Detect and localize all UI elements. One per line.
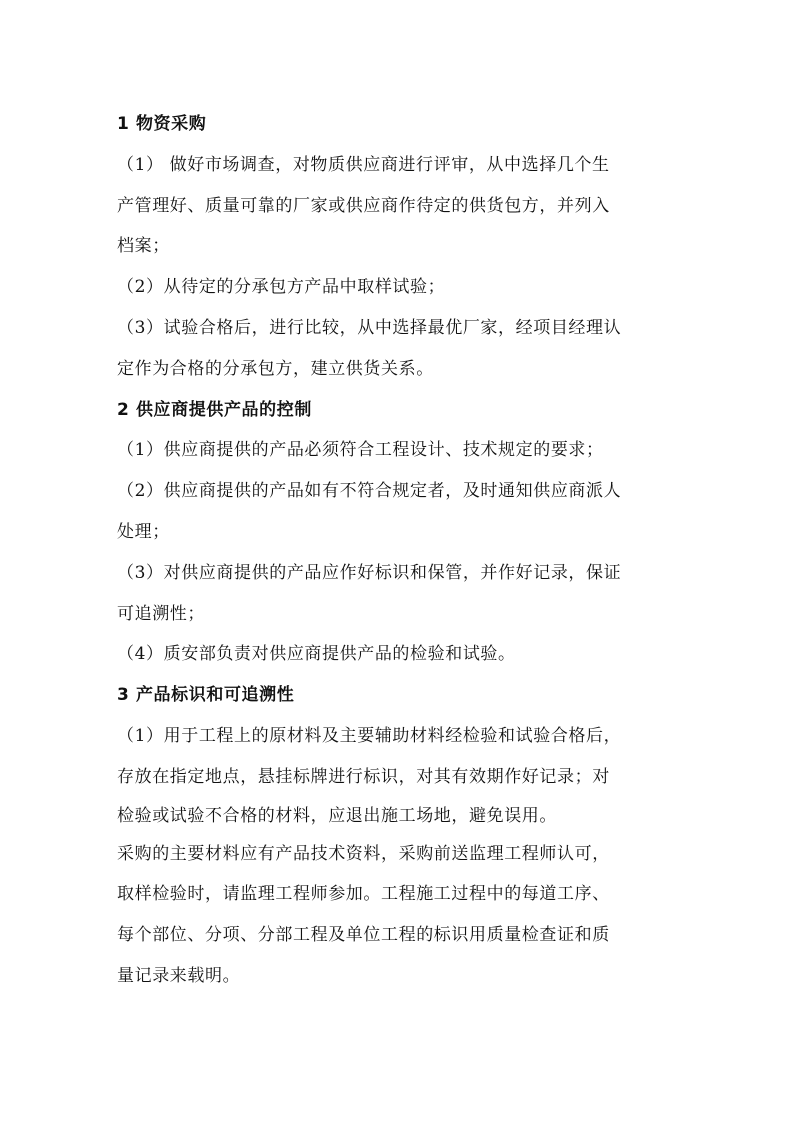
paragraph-line: 处理； <box>117 521 170 542</box>
paragraph-line: 产管理好、质量可靠的厂家或供应商作待定的供货包方，并列入 <box>117 195 610 216</box>
section-heading: 3 产品标识和可追溯性 <box>117 685 295 706</box>
paragraph-line: （1） 做好市场调查，对物质供应商进行评审，从中选择几个生 <box>117 154 610 175</box>
paragraph-line: 定作为合格的分承包方，建立供货关系。 <box>117 358 434 379</box>
paragraph-line: 检验或试验不合格的材料，应退出施工场地，避免误用。 <box>117 805 557 826</box>
paragraph-line: （1）用于工程上的原材料及主要辅助材料经检验和试验合格后， <box>117 725 622 746</box>
paragraph-line: 采购的主要材料应有产品技术资料，采购前送监理工程师认可， <box>117 843 610 864</box>
paragraph-line: 取样检验时，请监理工程师参加。工程施工过程中的每道工序、 <box>117 884 610 905</box>
paragraph-line: （2）供应商提供的产品如有不符合规定者，及时通知供应商派人 <box>117 481 622 502</box>
section-heading: 2 供应商提供产品的控制 <box>117 399 312 420</box>
document-page <box>117 104 687 997</box>
paragraph-line: 存放在指定地点，悬挂标牌进行标识，对其有效期作好记录；对 <box>117 766 610 787</box>
paragraph-line: 每个部位、分项、分部工程及单位工程的标识用质量检查证和质 <box>117 925 610 946</box>
paragraph-line: （4）质安部负责对供应商提供产品的检验和试验。 <box>117 644 516 665</box>
paragraph-line: （1）供应商提供的产品必须符合工程设计、技术规定的要求； <box>117 440 604 461</box>
paragraph-line: （3）试验合格后，进行比较，从中选择最优厂家，经项目经理认 <box>117 317 622 338</box>
paragraph-line: 量记录来载明。 <box>117 965 241 986</box>
paragraph-line: （3）对供应商提供的产品应作好标识和保管，并作好记录，保证 <box>117 562 622 583</box>
paragraph-line: 可追溯性； <box>117 603 205 624</box>
paragraph-line: 档案； <box>117 236 170 257</box>
section-heading: 1 物资采购 <box>117 114 207 134</box>
paragraph-line: （2）从待定的分承包方产品中取样试验； <box>117 277 446 298</box>
